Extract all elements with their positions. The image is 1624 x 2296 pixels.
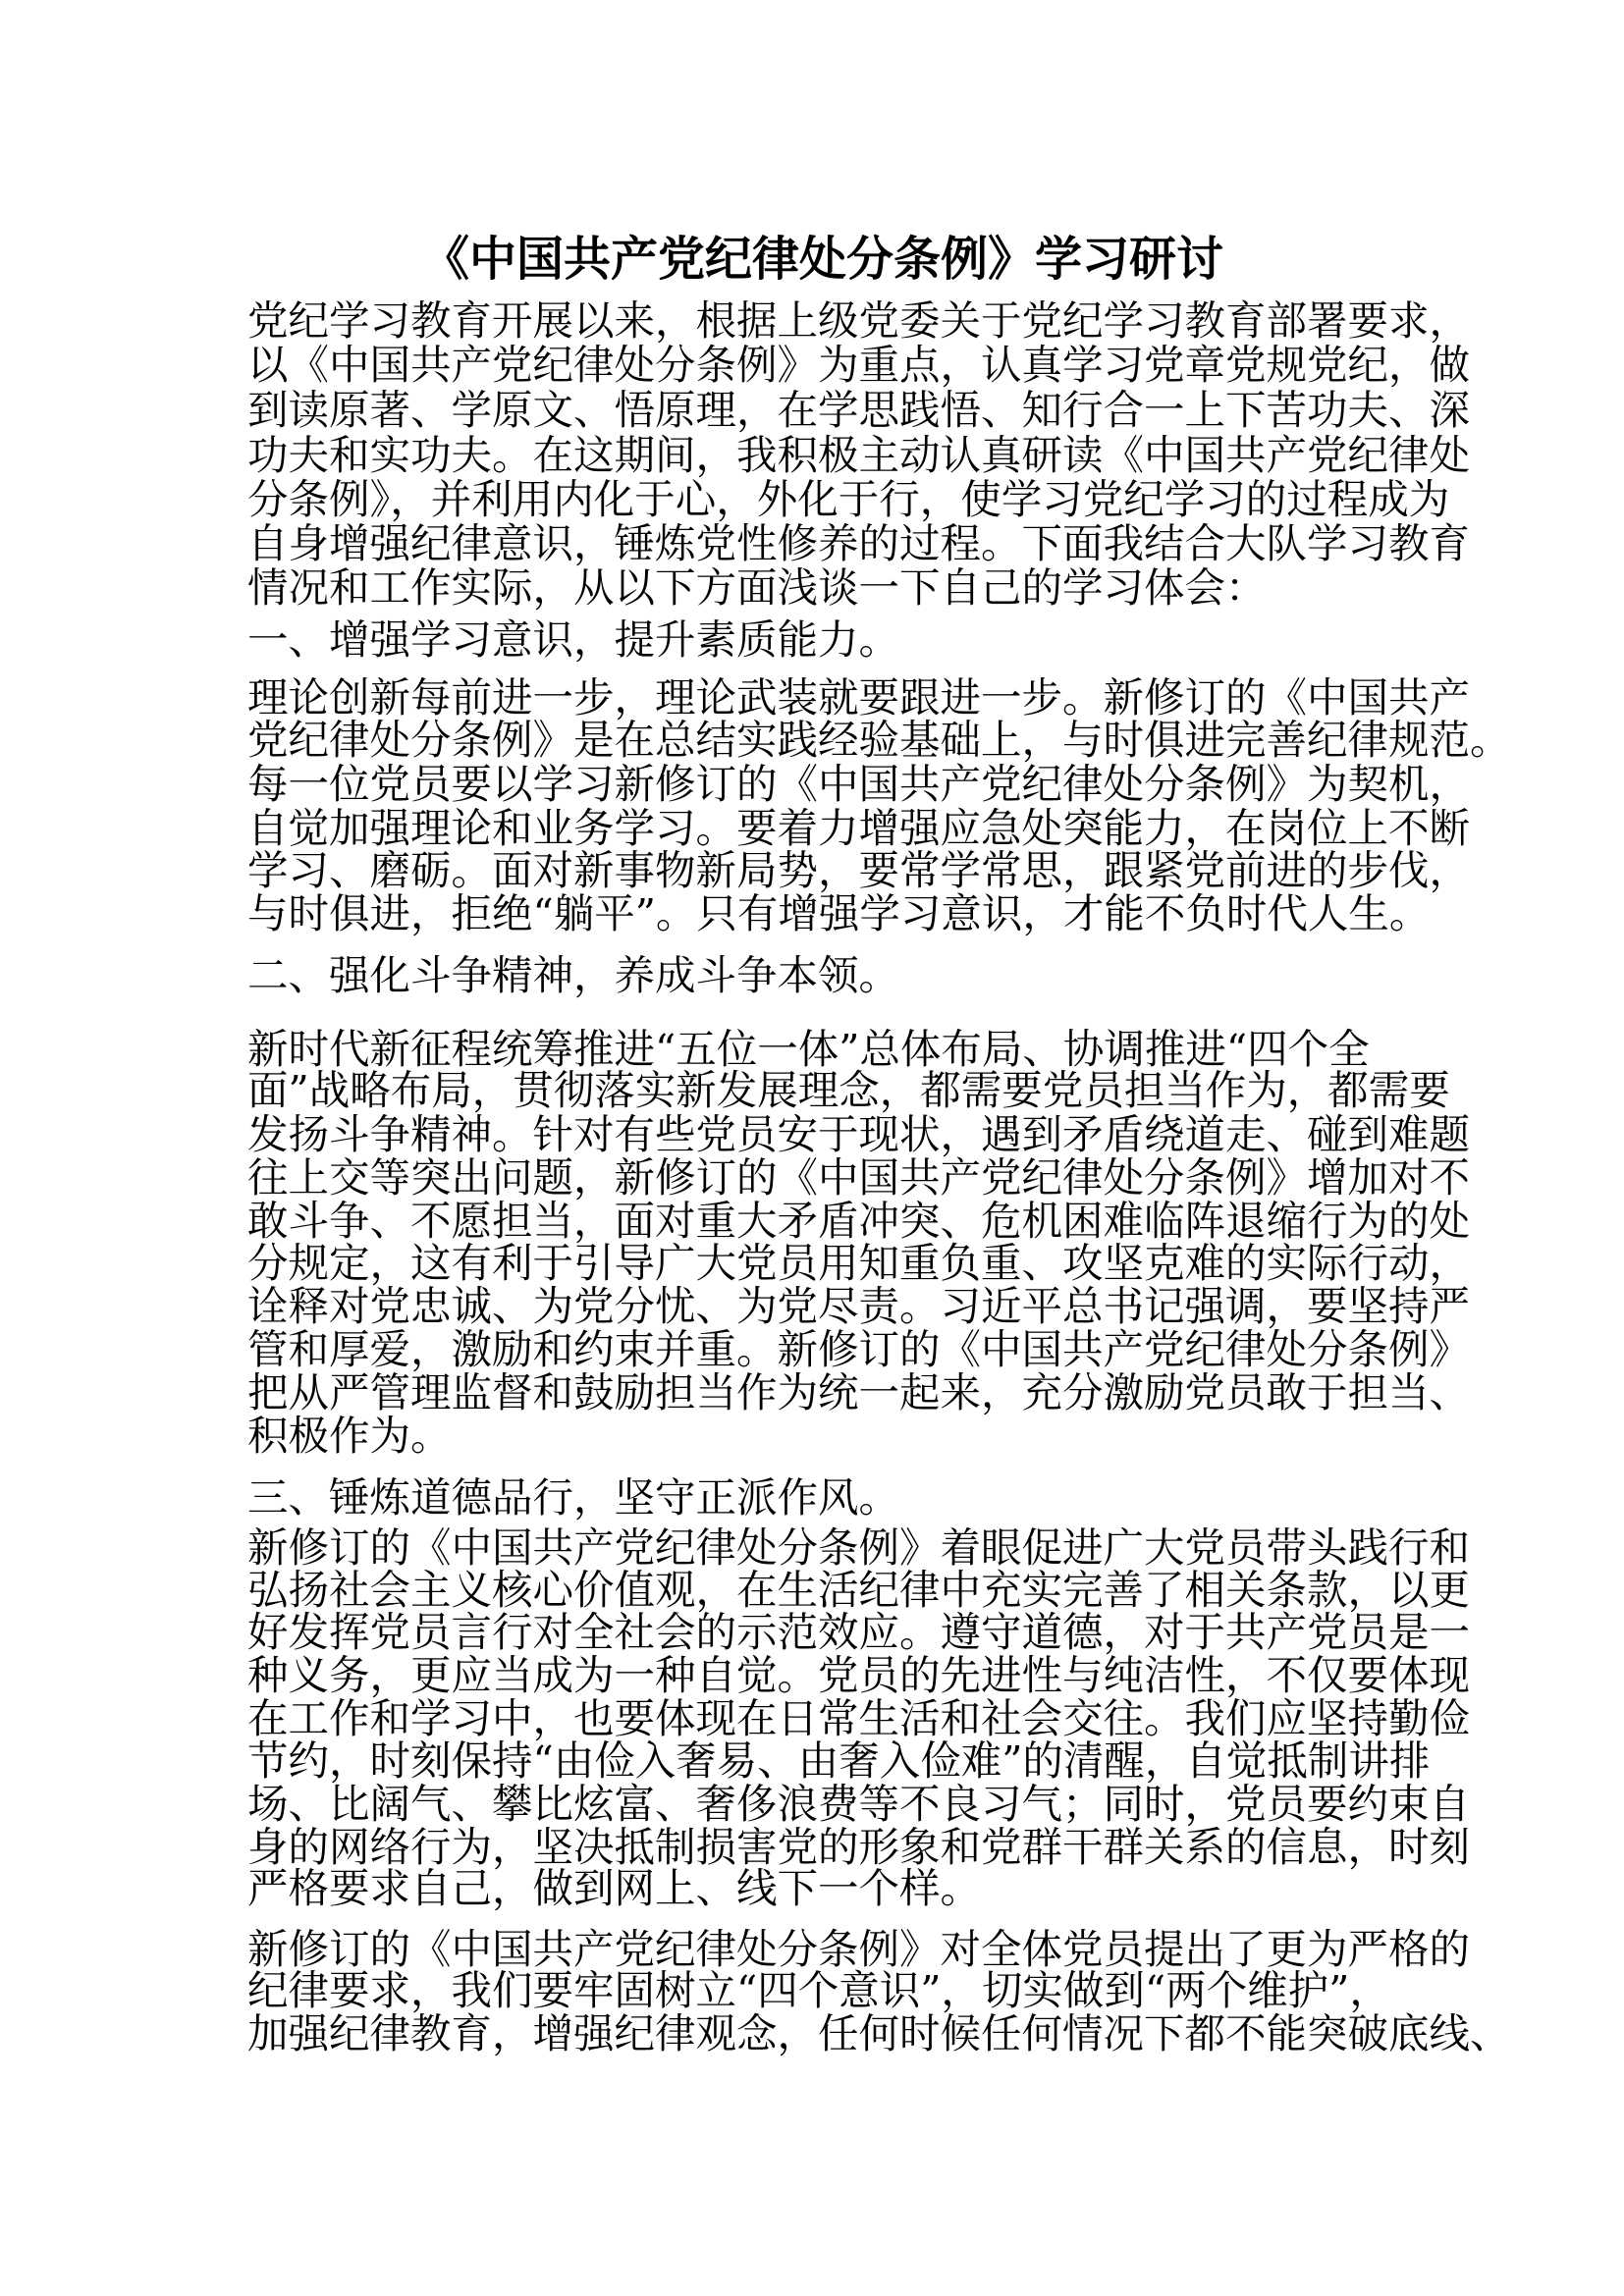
paragraph-line: 场、比阔气、攀比炫富、奢侈浪费等不良习气；同时，党员要约束自 [247,1780,1471,1828]
paragraph-line: 加强纪律教育，增强纪律观念，任何时候任何情况下都不能突破底线、 [247,2009,1511,2057]
paragraph-line: 诠释对党忠诚、为党分忧、为党尽责。习近平总书记强调，要坚持严 [247,1282,1471,1330]
paragraph-line: 情况和工作实际，从以下方面浅谈一下自己的学习体会： [247,563,1267,612]
paragraph-line: 分规定，这有利于引导广大党员用知重负重、攻坚克难的实际行动， [247,1239,1471,1287]
paragraph-line: 与时俱进，拒绝“躺平”。只有增强学习意识，才能不负时代人生。 [247,889,1431,937]
paragraph-line: 节约，时刻保持“由俭入奢易、由奢入俭难”的清醒，自觉抵制讲排 [247,1736,1431,1785]
paragraph-line: 敢斗争、不愿担当，面对重大矛盾冲突、危机困难临阵退缩行为的处 [247,1197,1471,1245]
paragraph-line: 纪律要求，我们要牢固树立“四个意识”，切实做到“两个维护”， [247,1966,1390,2014]
paragraph-line: 弘扬社会主义核心价值观，在生活纪律中充实完善了相关条款，以更 [247,1566,1471,1614]
paragraph-line: 面”战略布局，贯彻落实新发展理念，都需要党员担当作为，都需要 [247,1066,1450,1114]
paragraph-line: 积极作为。 [247,1412,452,1460]
paragraph-line: 种义务，更应当成为一种自觉。党员的先进性与纯洁性，不仅要体现 [247,1651,1471,1699]
paragraph-line: 严格要求自己，做到网上、线下一个样。 [247,1864,982,1912]
paragraph-line: 到读原著、学原文、悟原理，在学思践悟、知行合一上下苦功夫、深 [247,386,1471,434]
paragraph-line: 新时代新征程统筹推进“五位一体”总体布局、协调推进“四个全 [247,1025,1370,1073]
paragraph-line: 自觉加强理论和业务学习。要着力增强应急处突能力，在岗位上不断 [247,804,1471,852]
paragraph-line: 分条例》，并利用内化于心，外化于行，使学习党纪学习的过程成为 [247,475,1450,523]
paragraph-line: 党纪学习教育开展以来，根据上级党委关于党纪学习教育部署要求， [247,296,1471,345]
section-heading: 二、强化斗争精神，养成斗争本领。 [247,951,900,999]
paragraph-line: 往上交等突出问题，新修订的《中国共产党纪律处分条例》增加对不 [247,1153,1471,1201]
paragraph-line: 把从严管理监督和鼓励担当作为统一起来，充分激励党员敢于担当、 [247,1368,1471,1416]
paragraph-line: 新修订的《中国共产党纪律处分条例》对全体党员提出了更为严格的 [247,1925,1471,1973]
paragraph-line: 发扬斗争精神。针对有些党员安于现状，遇到矛盾绕道走、碰到难题 [247,1110,1471,1158]
paragraph-line: 身的网络行为，坚决抵制损害党的形象和党群干群关系的信息，时刻 [247,1823,1471,1871]
paragraph-line: 好发挥党员言行对全社会的示范效应。遵守道德，对于共产党员是一 [247,1608,1471,1656]
paragraph-line: 新修订的《中国共产党纪律处分条例》着眼促进广大党员带头践行和 [247,1523,1471,1572]
document-title: 《中国共产党纪律处分条例》学习研讨 [421,232,1223,287]
paragraph-line: 学习、磨砺。面对新事物新局势，要常学常思，跟紧党前进的步伐， [247,846,1471,894]
paragraph-line: 自身增强纪律意识，锤炼党性修养的过程。下面我结合大队学习教育 [247,519,1471,567]
paragraph-line: 在工作和学习中，也要体现在日常生活和社会交往。我们应坚持勤俭 [247,1694,1471,1742]
paragraph-line: 功夫和实功夫。在这期间，我积极主动认真研读《中国共产党纪律处 [247,431,1471,479]
section-heading: 三、锤炼道德品行，坚守正派作风。 [247,1473,900,1522]
paragraph-line: 理论创新每前进一步，理论武装就要跟进一步。新修订的《中国共产 [247,673,1471,721]
paragraph-line: 党纪律处分条例》是在总结实践经验基础上，与时俱进完善纪律规范。 [247,716,1511,764]
paragraph-line: 每一位党员要以学习新修订的《中国共产党纪律处分条例》为契机， [247,760,1471,808]
paragraph-line: 以《中国共产党纪律处分条例》为重点，认真学习党章党规党纪，做 [247,341,1471,389]
section-heading: 一、增强学习意识，提升素质能力。 [247,615,900,664]
paragraph-line: 管和厚爱，激励和约束并重。新修订的《中国共产党纪律处分条例》 [247,1325,1471,1373]
